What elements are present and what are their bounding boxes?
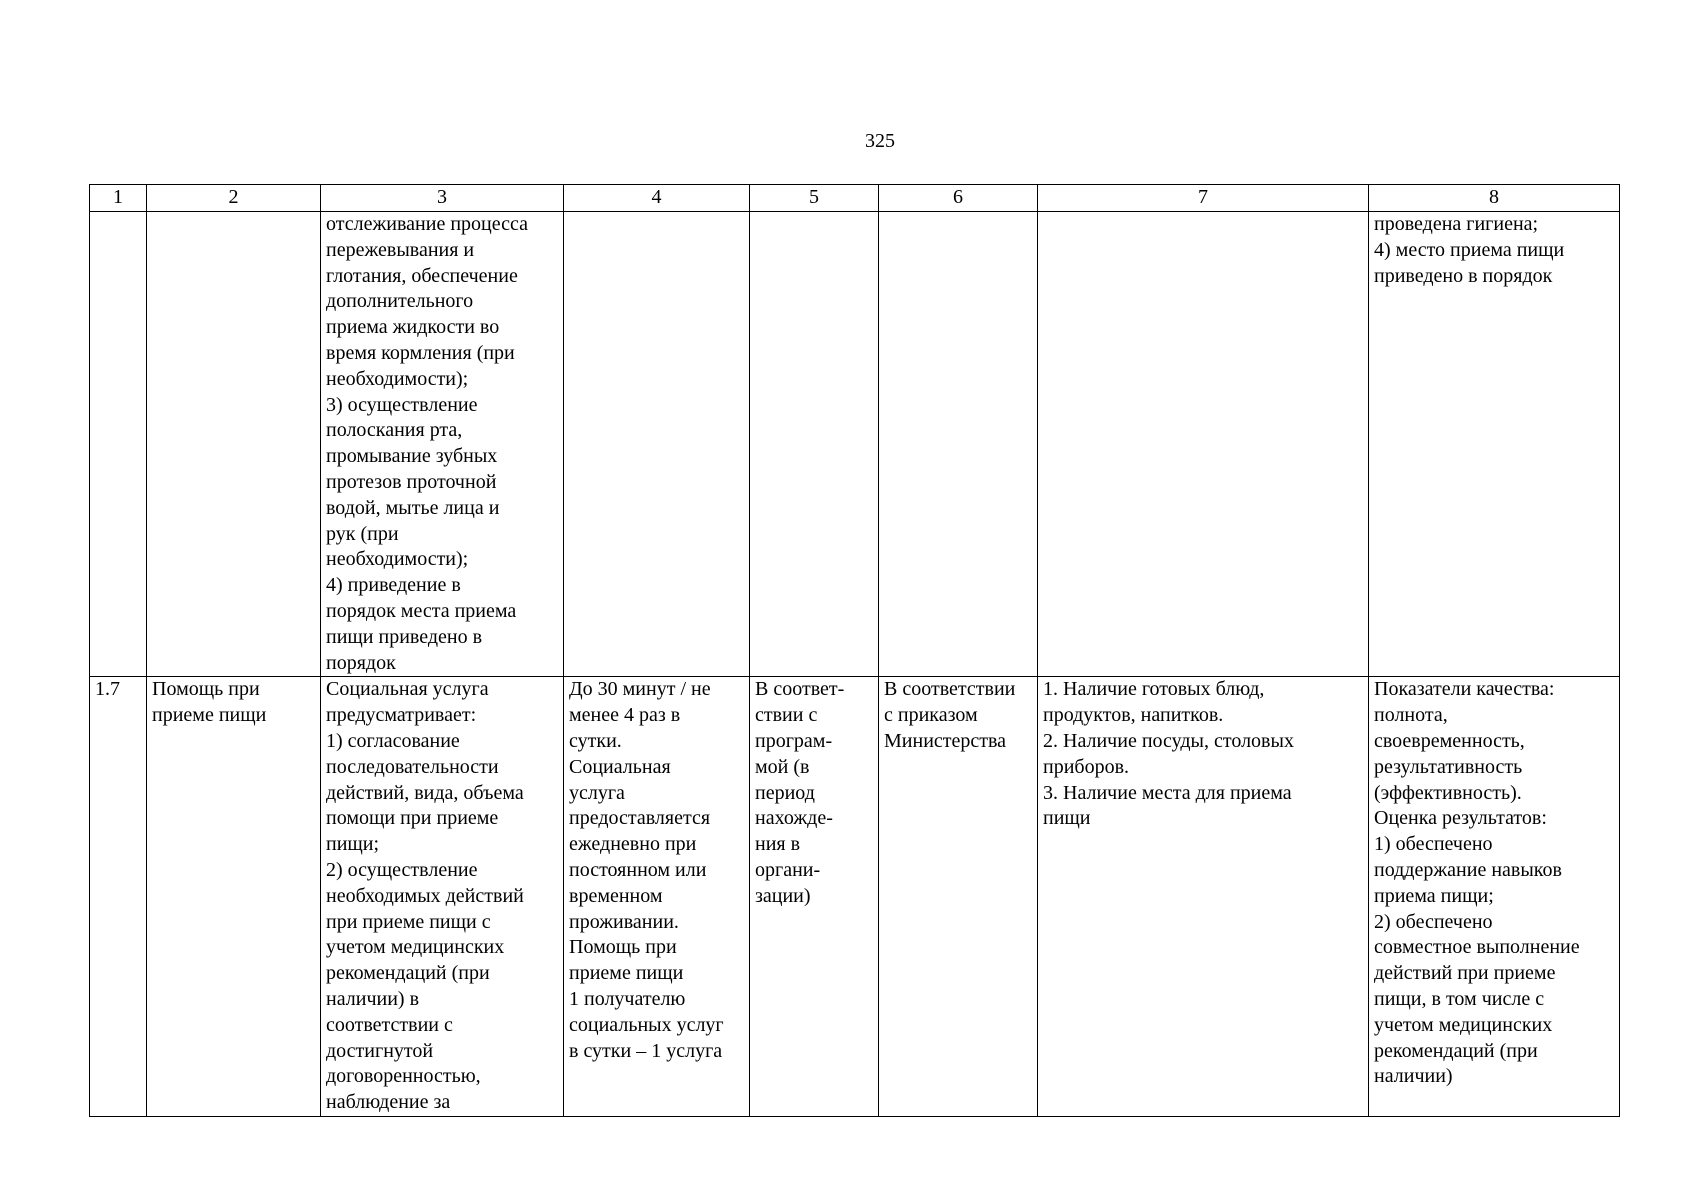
header-cell: 8 [1369,185,1620,212]
header-cell: 5 [750,185,879,212]
table-row [90,212,1620,677]
table-cell-volume: До 30 минут / не менее 4 раз в сутки. Социальная услуга предоставляется ежедневно при постоянном или временном проживании. Помощь при приеме пищи 1 получателю социальных услуг в сутки – 1 услуга [564,677,750,1117]
table-cell-number [90,212,147,677]
table-cell-service-name [147,212,321,677]
table-cell-quality: проведена гигиена; 4) место приема пищи приведено в порядок [1369,212,1620,677]
table-cell-rate [879,212,1038,677]
header-cell: 4 [564,185,750,212]
page-number: 325 [865,130,895,152]
table-cell-conditions [1038,212,1369,677]
table-cell-description: отслеживание процесса пережевывания и глотания, обеспечение дополнительного приема жидкости во время кормления (при необходимости); 3) осуществление полоскания рта, промывание зубных протезов проточной водой, мытье лица и рук (при необходимости); 4) приведение в порядок места приема пищи приведено в порядок [321,212,564,677]
table-cell-number: 1.7 [90,677,147,1117]
table-cell-service-name: Помощь при приеме пищи [147,677,321,1117]
header-cell: 1 [90,185,147,212]
table-cell-description: Социальная услуга предусматривает: 1) согласование последовательности действий, вида, объема помощи при приеме пищи; 2) осуществление необходимых действий при приеме пищи с учетом медицинских рекомендаций (при наличии) в соответствии с достигнутой договоренностью, наблюдение за [321,677,564,1117]
header-cell: 3 [321,185,564,212]
table-cell-deadline: В соответ- ствии с програм- мой (в период нахожде- ния в органи- зации) [750,677,879,1117]
header-cell: 7 [1038,185,1369,212]
header-cell: 6 [879,185,1038,212]
table-cell-conditions: 1. Наличие готовых блюд, продуктов, напитков. 2. Наличие посуды, столовых приборов. 3. Наличие места для приема пищи [1038,677,1369,1117]
services-table [89,184,1620,1117]
table-cell-quality: Показатели качества: полнота, своевременность, результативность (эффективность). Оценка результатов: 1) обеспечено поддержание навыков приема пищи; 2) обеспечено совместное выполнение действий при приеме пищи, в том числе с учетом медицинских рекомендаций (при наличии) [1369,677,1620,1117]
table-cell-deadline [750,212,879,677]
header-cell: 2 [147,185,321,212]
table-cell-volume [564,212,750,677]
table-cell-rate: В соответствии с приказом Министерства [879,677,1038,1117]
table-row [90,677,1620,1117]
table-header-row [90,185,1620,212]
